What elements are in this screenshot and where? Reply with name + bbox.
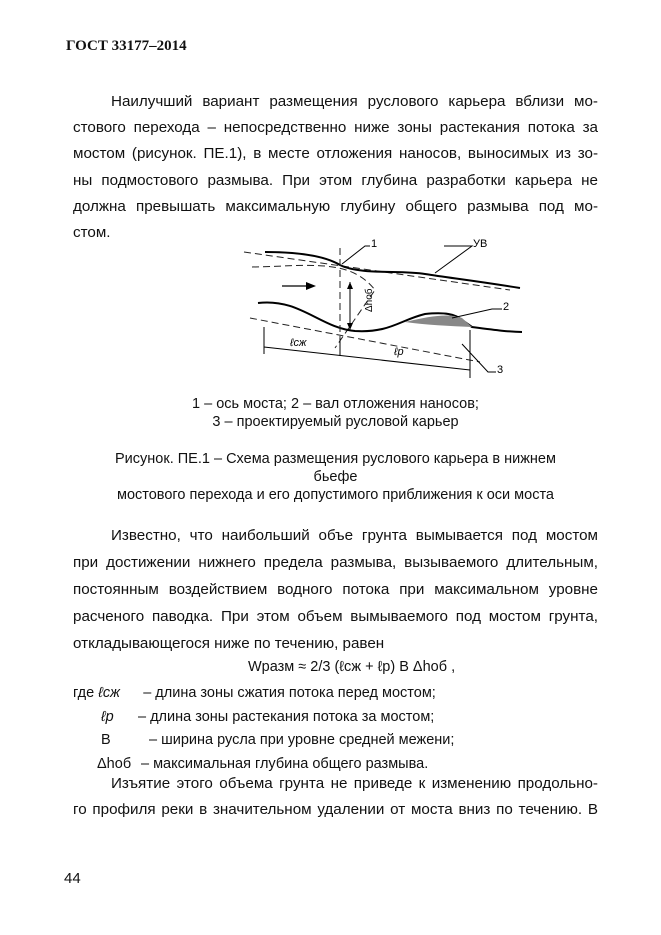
definition-symbol: ℓсж [98,685,120,701]
caption-line: мостового перехода и его допустимого приближения к оси моста [116,487,555,503]
label-uv: УВ [473,238,488,250]
label-3: 3 [497,364,504,376]
caption-line: бьефе [313,469,358,485]
definition-row [73,729,593,753]
label-dh: Δhоб [364,288,375,312]
arrow-head [347,282,353,289]
label-2: 2 [503,301,510,313]
definition-text: – ширина русла при уровне средней межени; [149,732,455,749]
text-line: Изъятие этого объема грунта не приведе к изменению продольно- [111,775,598,792]
text-line: расченого паводка. При этом объем вымываемого под мостом грунта, [73,608,598,625]
text-line: постоянным воздействием водного потока при максимальном уровне [73,581,598,598]
label-1: 1 [371,238,378,250]
leader-line [462,344,496,372]
leader-line [342,246,370,264]
dashed-line [252,265,375,348]
text-line: стового перехода – непосредственно ниже зоны растекания потока за [73,119,598,137]
flow-arrow-head [306,282,316,290]
text-line: откладывающегося ниже по течению, равен [73,635,385,652]
paragraph-1 [73,89,598,246]
label-lsz: ℓсж [290,337,307,349]
definition-row [73,682,593,706]
definitions-list [73,682,593,776]
definition-symbol: ℓр [101,708,114,725]
leader-line [452,309,502,318]
definition-prefix: где [73,685,99,701]
definition-symbol: Δhоб [97,755,132,772]
text-line: при достижении нижнего предела размыва, вызываемого длительным, [73,554,598,571]
page-number: 44 [64,870,81,887]
water-level-line [265,252,520,288]
definition-text: – максимальная глубина общего размыва. [141,755,429,772]
figure-legend [73,395,598,431]
formula: Wразм ≈ 2/3 (ℓсж + ℓр) B Δhоб , [248,659,456,675]
text-line: мостом (рисунок. ПЕ.1), в месте отложения наносов, выносимых из зо- [73,145,598,163]
definition-symbol: B [101,732,111,749]
caption-line: Рисунок. ПЕ.1 – Схема размещения руслового карьера в нижнем [115,451,556,467]
text-line: ны подмостового размыва. При этом глубина разработки карьера не [73,171,598,189]
paragraph-2 [73,522,598,657]
dimension-line [264,347,470,370]
text-line: стом. [73,224,111,242]
legend-line: 1 – ось моста; 2 – вал отложения наносов; [192,396,479,412]
definition-text: – длина зоны сжатия потока перед мостом; [143,685,436,701]
label-lp: ℓр [394,346,404,358]
text-line: Известно, что наибольший объе грунта вымывается под мостом [111,527,598,544]
definition-row [73,706,593,730]
river-diagram [230,232,530,382]
document-code: ГОСТ 33177–2014 [66,38,187,54]
text-line: го профиля реки в значительном удалении от моста вниз по течению. В [73,801,598,819]
definition-text: – длина зоны растекания потока за мостом; [138,708,435,725]
text-line: должна превышать максимальную глубину общего размыва под мо- [73,197,598,215]
leader-line [435,246,472,273]
paragraph-3 [73,771,598,823]
legend-line: 3 – проектируемый русловой карьер [212,414,459,430]
figure-caption [73,450,598,504]
text-line: Наилучший вариант размещения руслового карьера вблизи мо- [111,93,598,110]
